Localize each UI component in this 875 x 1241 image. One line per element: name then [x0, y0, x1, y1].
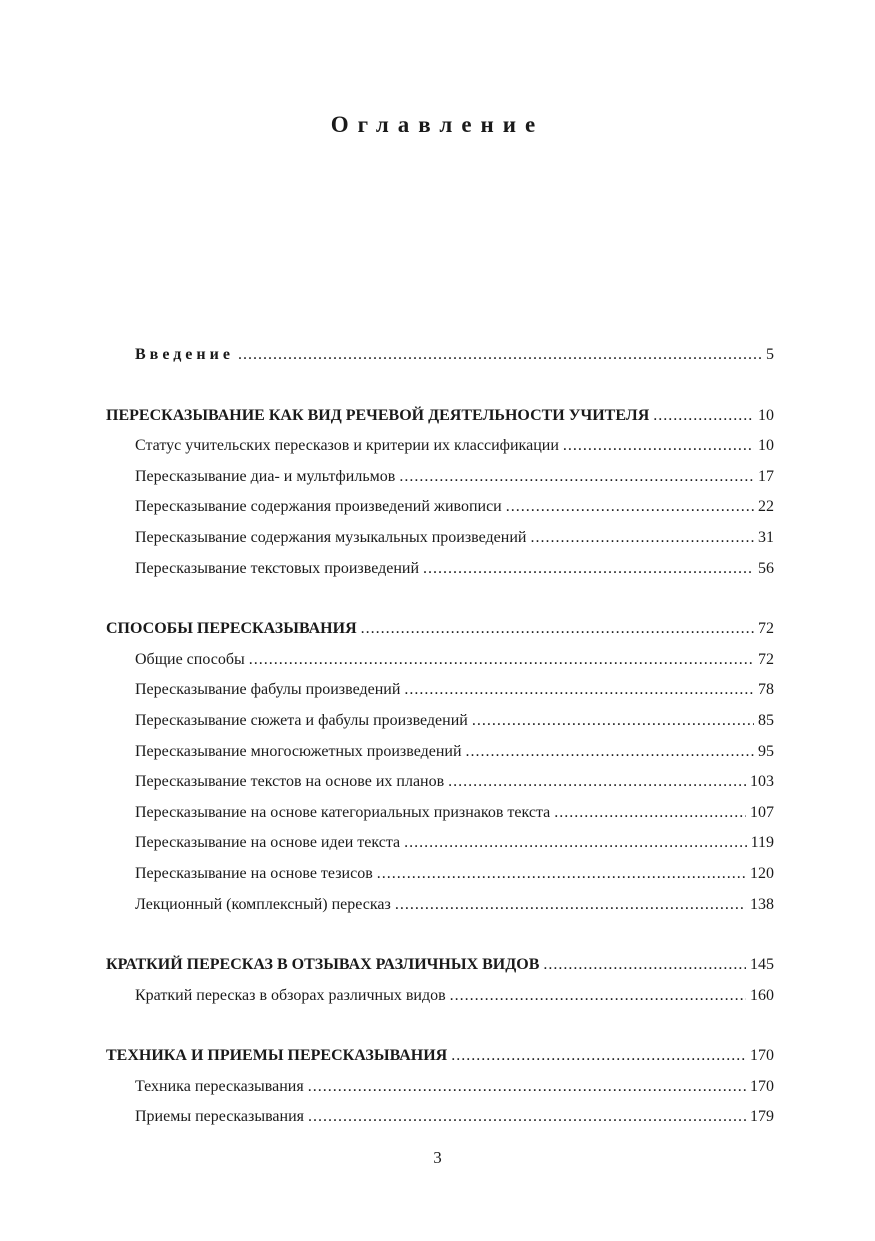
toc-entry[interactable] [106, 890, 774, 921]
toc-entry[interactable] [106, 798, 774, 829]
toc-entry-label: Введение [135, 346, 234, 363]
dot-leader [472, 706, 754, 737]
dot-leader [249, 645, 754, 676]
toc-entry-introduction[interactable] [106, 340, 774, 371]
dot-leader [506, 492, 754, 523]
dot-leader [308, 1102, 746, 1133]
dot-leader [653, 401, 754, 432]
toc-entry-page: 78 [758, 681, 774, 699]
toc-entry-page: 5 [766, 346, 774, 363]
toc-entry-page: 179 [750, 1108, 774, 1126]
toc-entry-page: 138 [750, 895, 774, 913]
toc-entry-page: 170 [750, 1077, 774, 1095]
toc-entry-page: 31 [758, 528, 774, 546]
toc-entry[interactable] [106, 737, 774, 768]
dot-leader [543, 950, 746, 981]
toc-entry-label: Пересказывание диа- и мультфильмов [135, 467, 396, 485]
toc-section-heading[interactable] [106, 614, 774, 645]
toc-entry[interactable] [106, 767, 774, 798]
toc-entry-page: 10 [758, 437, 774, 455]
dot-leader [238, 340, 762, 371]
toc-entry[interactable] [106, 1072, 774, 1103]
toc-entry-page: 107 [750, 803, 774, 821]
toc-entry[interactable] [106, 859, 774, 890]
toc-entry-label: Пересказывание текстовых произведений [135, 559, 420, 577]
toc-entry-page: 119 [750, 834, 774, 852]
toc-entry-page: 145 [750, 956, 774, 974]
toc-section-heading[interactable] [106, 950, 774, 981]
toc-entry-label: Статус учительских пересказов и критерии их классификации [135, 437, 559, 455]
toc-entry-page: 72 [758, 650, 774, 668]
toc-entry[interactable] [106, 1102, 774, 1133]
toc-entry-label: ПЕРЕСКАЗЫВАНИЕ КАК ВИД РЕЧЕВОЙ ДЕЯТЕЛЬНОСТИ УЧИТЕЛЯ [106, 406, 650, 424]
toc-entry-label: Приемы пересказывания [135, 1108, 304, 1126]
dot-leader [451, 1041, 746, 1072]
toc-entry-page: 160 [750, 986, 774, 1004]
toc-entry-page: 72 [758, 620, 774, 638]
dot-leader [399, 462, 754, 493]
toc-entry[interactable] [106, 523, 774, 554]
toc-entry[interactable] [106, 675, 774, 706]
toc-entry-page: 103 [750, 773, 774, 791]
dot-leader [377, 859, 746, 890]
toc-entry-label: Пересказывание содержания музыкальных произведений [135, 528, 527, 546]
dot-leader [530, 523, 754, 554]
dot-leader [448, 767, 746, 798]
toc-entry-label: Пересказывание содержания произведений живописи [135, 498, 502, 516]
toc-entry-label: Техника пересказывания [135, 1077, 304, 1095]
toc-entry[interactable] [106, 462, 774, 493]
dot-leader [563, 431, 754, 462]
toc-entry-label: Пересказывание на основе тезисов [135, 864, 373, 882]
dot-leader [466, 737, 754, 768]
toc-entry-label: Краткий пересказ в обзорах различных видов [135, 986, 446, 1004]
toc-entry-page: 56 [758, 559, 774, 577]
toc-entry-page: 22 [758, 498, 774, 516]
toc-entry-label: КРАТКИЙ ПЕРЕСКАЗ В ОТЗЫВАХ РАЗЛИЧНЫХ ВИДОВ [106, 956, 540, 974]
dot-leader [308, 1072, 746, 1103]
toc-entry-page: 17 [758, 467, 774, 485]
dot-leader [554, 798, 746, 829]
page-title: Оглавление [330, 112, 545, 137]
dot-leader [450, 981, 746, 1012]
dot-leader [361, 614, 754, 645]
toc-entry-label: СПОСОБЫ ПЕРЕСКАЗЫВАНИЯ [106, 620, 357, 638]
toc-entry-page: 10 [758, 406, 774, 424]
toc-entry[interactable] [106, 981, 774, 1012]
toc-entry[interactable] [106, 492, 774, 523]
toc-entry-label: Лекционный (комплексный) пересказ [135, 895, 391, 913]
toc-entry-label: Пересказывание многосюжетных произведений [135, 742, 462, 760]
dot-leader [404, 675, 754, 706]
dot-leader [395, 890, 746, 921]
toc-section-heading[interactable] [106, 401, 774, 432]
toc-entry-label: Пересказывание сюжета и фабулы произведений [135, 711, 468, 729]
toc-entry-page: 85 [758, 711, 774, 729]
toc-entry[interactable] [106, 706, 774, 737]
toc-entry-label: Общие способы [135, 650, 245, 668]
dot-leader [404, 828, 746, 859]
toc-entry-label: Пересказывание фабулы произведений [135, 681, 401, 699]
toc-entry-label: Пересказывание на основе идеи текста [135, 834, 401, 852]
toc-entry[interactable] [106, 431, 774, 462]
toc-entry[interactable] [106, 828, 774, 859]
toc-section-heading[interactable] [106, 1041, 774, 1072]
toc-entry[interactable] [106, 645, 774, 676]
toc-entry-label: ТЕХНИКА И ПРИЕМЫ ПЕРЕСКАЗЫВАНИЯ [106, 1047, 448, 1065]
toc-entry-page: 120 [750, 864, 774, 882]
page-number: 3 [433, 1148, 442, 1167]
toc-entry-page: 95 [758, 742, 774, 760]
table-of-contents [106, 340, 774, 1133]
toc-entry-page: 170 [750, 1047, 774, 1065]
toc-entry-label: Пересказывание текстов на основе их планов [135, 773, 445, 791]
toc-entry[interactable] [106, 554, 774, 585]
toc-entry-label: Пересказывание на основе категориальных признаков текста [135, 803, 551, 821]
dot-leader [423, 554, 754, 585]
